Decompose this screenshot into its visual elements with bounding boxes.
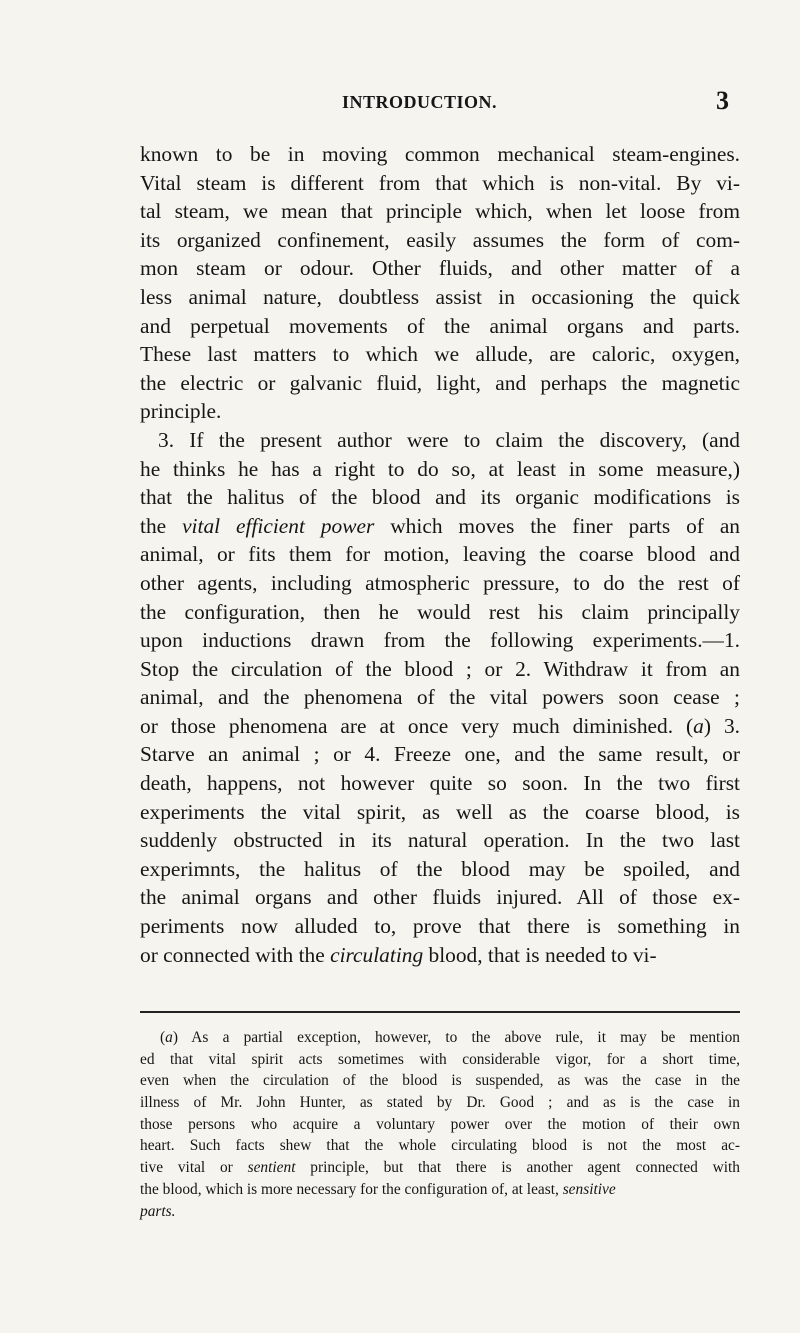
italic-text: sensitive [562, 1180, 616, 1198]
body-line: Stop the circulation of the blood ; or 2. Withdraw it from an [140, 656, 740, 681]
page-number: 3 [716, 86, 729, 115]
italic-text: parts. [140, 1202, 176, 1220]
line-text: or those phenomena are at once very much diminished. ( [140, 713, 694, 738]
line-text: which moves the finer parts of an [374, 513, 741, 538]
body-line: animal, or fits them for motion, leaving the coarse blood and [140, 542, 740, 567]
body-line: Vital steam is different from that which is non-vital. By vi- [140, 170, 740, 195]
running-title: INTRODUCTION. [342, 92, 498, 112]
footnote-line: ed that vital spirit acts sometimes with considerable vigor, for a short time, [140, 1050, 740, 1068]
footnote-line [140, 1027, 740, 1049]
italic-text: vital efficient power [182, 513, 375, 538]
body-line: These last matters to which we allude, are caloric, oxygen, [140, 342, 740, 367]
body-line: he thinks he has a right to do so, at least in some measure,) [140, 456, 740, 481]
footnote-line: illness of Mr. John Hunter, as stated by Dr. Good ; and as is the case in [140, 1094, 740, 1112]
footnote-line: those persons who acquire a voluntary power over the motion of their own [140, 1115, 740, 1133]
body-line: its organized confinement, easily assumes the form of com- [140, 227, 740, 252]
body-line: Starve an animal ; or 4. Freeze one, and the same result, or [140, 742, 740, 767]
italic-text: circulating [330, 942, 424, 967]
body-line: the electric or galvanic fluid, light, and perhaps the magnetic [140, 370, 740, 395]
body-line [140, 941, 740, 970]
footnote-divider [140, 1011, 740, 1013]
body-line: death, happens, not however quite so soon. In the two first [140, 771, 740, 796]
footnote-line [140, 1157, 740, 1179]
footnote-line [140, 1201, 740, 1223]
line-text: or connected with the [140, 942, 331, 967]
body-line: experiments the vital spirit, as well as the coarse blood, is [140, 799, 740, 824]
italic-text: a [165, 1029, 173, 1046]
body-text [140, 140, 740, 969]
line-text: ( [160, 1029, 166, 1046]
body-line: principle. [140, 399, 222, 424]
body-line: the animal organs and other fluids injured. All of those ex- [140, 885, 740, 910]
body-line: less animal nature, doubtless assist in occasioning the quick [140, 284, 740, 309]
body-line: other agents, including atmospheric pressure, to do the rest of [140, 570, 740, 595]
line-text: tive vital or [140, 1159, 248, 1177]
italic-text: a [693, 713, 704, 738]
line-text: ) 3. [703, 713, 740, 738]
footnote-line [140, 1179, 740, 1201]
body-line: tal steam, we mean that principle which, when let loose from [140, 199, 740, 224]
footnote-line: heart. Such facts shew that the whole circulating blood is not the most ac- [140, 1137, 740, 1155]
body-line: animal, and the phenomena of the vital powers soon cease ; [140, 685, 740, 710]
body-line: 3. If the present author were to claim the discovery, (and [158, 427, 740, 452]
body-line: mon steam or odour. Other fluids, and other matter of a [140, 256, 740, 281]
body-line: the configuration, then he would rest his claim principally [140, 599, 740, 624]
body-line: upon inductions drawn from the following experiments.—1. [140, 628, 740, 653]
body-line: known to be in moving common mechanical steam-engines. [140, 142, 740, 166]
line-text: principle, but that there is another agent connected with [295, 1159, 741, 1177]
line-text: the [140, 513, 183, 538]
body-line: suddenly obstructed in its natural operation. In the two last [140, 828, 740, 853]
line-text: the blood, which is more necessary for the configuration of, at least, [140, 1180, 563, 1198]
body-line [140, 512, 740, 541]
footnote-line: even when the circulation of the blood is suspended, as was the case in the [140, 1072, 740, 1090]
line-text: blood, that is needed to vi- [423, 942, 657, 967]
body-line [140, 712, 740, 741]
body-line: and perpetual movements of the animal organs and parts. [140, 313, 740, 338]
running-header [0, 86, 800, 116]
italic-text: sentient [247, 1159, 296, 1177]
body-line: periments now alluded to, prove that there is something in [140, 914, 740, 939]
body-line: that the halitus of the blood and its organic modifications is [140, 485, 740, 510]
body-line: experimnts, the halitus of the blood may be spoiled, and [140, 856, 740, 881]
line-text: ) As a partial exception, however, to the above rule, it may be mention [172, 1029, 740, 1046]
footnote [140, 1027, 740, 1222]
